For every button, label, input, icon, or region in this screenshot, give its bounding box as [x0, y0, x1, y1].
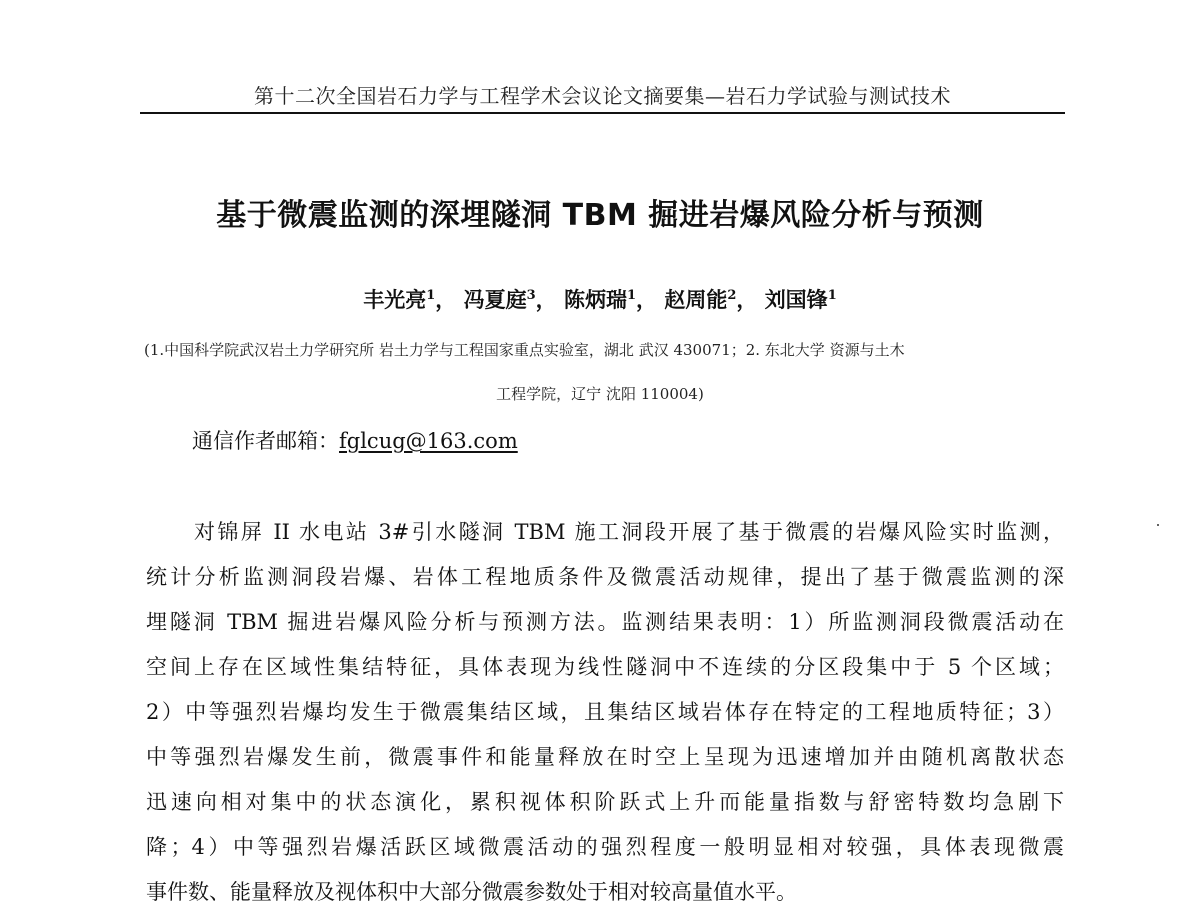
abstract-line: 埋隧洞 TBM 掘进岩爆风险分析与预测方法。监测结果表明：1）所监测洞段微震活动在	[146, 610, 1064, 634]
corresponding-email	[192, 425, 518, 455]
running-header: 第十二次全国岩石力学与工程学术会议论文摘要集—岩石力学试验与测试技术	[254, 84, 951, 108]
author-affiliation-mark: 2	[727, 288, 737, 303]
author-separator: ，	[736, 287, 758, 312]
author	[564, 287, 657, 312]
author	[664, 287, 757, 312]
author-separator: ，	[535, 287, 557, 312]
author-affiliation-mark: 1	[626, 288, 637, 303]
author-affiliation-mark: 1	[827, 288, 837, 303]
author	[464, 287, 557, 312]
abstract-line: 2）中等强烈岩爆均发生于微震集结区域，且集结区域岩体存在特定的工程地质特征；3）	[146, 700, 1064, 724]
email-label: 通信作者邮箱：	[192, 429, 339, 453]
author	[363, 287, 456, 312]
abstract-line: 中等强烈岩爆发生前，微震事件和能量释放在时空上呈现为迅速增加并由随机离散状态	[146, 745, 1064, 769]
scan-speck	[1157, 524, 1159, 526]
author-affiliation-mark: 1	[426, 288, 436, 303]
header-rule	[140, 112, 1065, 114]
author-name: 丰光亮	[363, 287, 427, 312]
author-name: 陈炳瑞	[563, 287, 627, 312]
abstract-line: 统计分析监测洞段岩爆、岩体工程地质条件及微震活动规律，提出了基于微震监测的深	[146, 565, 1064, 589]
abstract-body	[146, 510, 1064, 915]
abstract-line: 迅速向相对集中的状态演化，累积视体积阶跃式上升而能量指数与舒密特数均急剧下	[146, 790, 1064, 814]
abstract-line: 降；4）中等强烈岩爆活跃区域微震活动的强烈程度一般明显相对较强，具体表现微震	[146, 835, 1064, 859]
affiliation-line-2: 工程学院，辽宁 沈阳 110004)	[496, 385, 704, 403]
abstract-line: 事件数、能量释放及视体积中大部分微震参数处于相对较高量值水平。	[146, 880, 797, 904]
email-address: fglcug@163.com	[339, 429, 518, 453]
author-list	[100, 284, 1100, 314]
abstract-line: 空间上存在区域性集结特征，具体表现为线性隧洞中不连续的分区段集中于 5 个区域；	[146, 655, 1064, 679]
author-name: 赵周能	[664, 287, 728, 312]
author-affiliation-mark: 3	[526, 288, 536, 303]
author	[765, 287, 837, 312]
paper-title: 基于微震监测的深埋隧洞 TBM 掘进岩爆风险分析与预测	[216, 198, 984, 233]
author-name: 刘国锋	[764, 287, 828, 312]
author-separator: ，	[435, 287, 457, 312]
author-separator: ，	[636, 287, 658, 312]
author-name: 冯夏庭	[463, 287, 527, 312]
affiliation-line-1: (1.中国科学院武汉岩土力学研究所 岩土力学与工程国家重点实验室，湖北 武汉 430071；2. 东北大学 资源与土木	[144, 341, 905, 359]
abstract-line: 对锦屏 II 水电站 3#引水隧洞 TBM 施工洞段开展了基于微震的岩爆风险实时监测，	[194, 520, 1064, 544]
